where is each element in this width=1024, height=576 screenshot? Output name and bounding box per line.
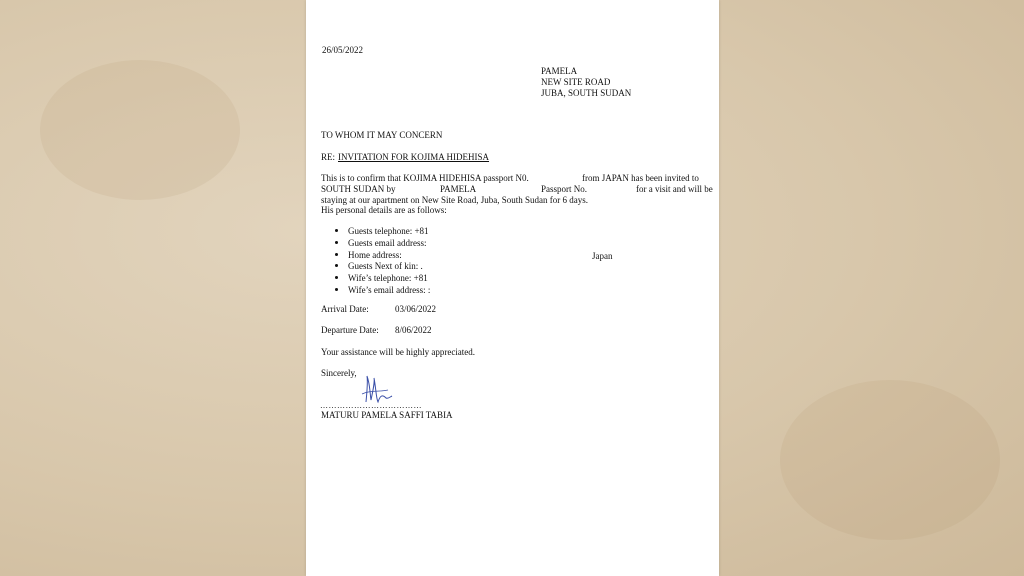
bullet-icon [335,229,338,232]
body-line: from JAPAN has been invited to [582,173,699,183]
body-line: PAMELA [440,184,477,194]
detail-item: Home address: [348,250,402,260]
bullet-icon [335,288,338,291]
letter-page [306,0,719,576]
bullet-icon [335,276,338,279]
salutation: TO WHOM IT MAY CONCERN [321,130,443,140]
bullet-icon [335,264,338,267]
closing-line: Your assistance will be highly appreciated. [321,347,476,357]
detail-item: Wife’s telephone: +81 [348,273,428,283]
re-prefix: RE: [321,152,336,162]
departure-value: 8/06/2022 [395,325,432,335]
sender-address-line: PAMELA [541,66,578,76]
body-line: His personal details are as follows: [321,205,447,215]
sender-address-line: NEW SITE ROAD [541,77,611,87]
sender-address-line: JUBA, SOUTH SUDAN [541,88,632,98]
background-stain [40,60,240,200]
departure-label: Departure Date: [321,325,379,335]
signature-line: ……………………………… [320,401,422,410]
body-line: for a visit and will be [636,184,713,194]
re-subject: INVITATION FOR KOJIMA HIDEHISA [338,152,490,162]
bullet-icon [335,241,338,244]
detail-item: Wife’s email address: : [348,285,431,295]
body-line: SOUTH SUDAN by [321,184,396,194]
detail-item: Guests email address: [348,238,427,248]
signatory-name: MATURU PAMELA SAFFI TABIA [321,410,453,420]
sign-off: Sincerely, [321,368,357,378]
home-country: Japan [592,251,613,261]
detail-item: Guests Next of kin: . [348,261,423,271]
background-stain [780,380,1000,540]
arrival-label: Arrival Date: [321,304,369,314]
bullet-icon [335,253,338,256]
body-line: This is to confirm that KOJIMA HIDEHISA passport N0. [321,173,529,183]
letter-date: 26/05/2022 [322,45,364,55]
body-line: Passport No. [541,184,588,194]
arrival-value: 03/06/2022 [395,304,437,314]
body-line: staying at our apartment on New Site Road, Juba, South Sudan for 6 days. [321,195,588,205]
detail-item: Guests telephone: +81 [348,226,429,236]
